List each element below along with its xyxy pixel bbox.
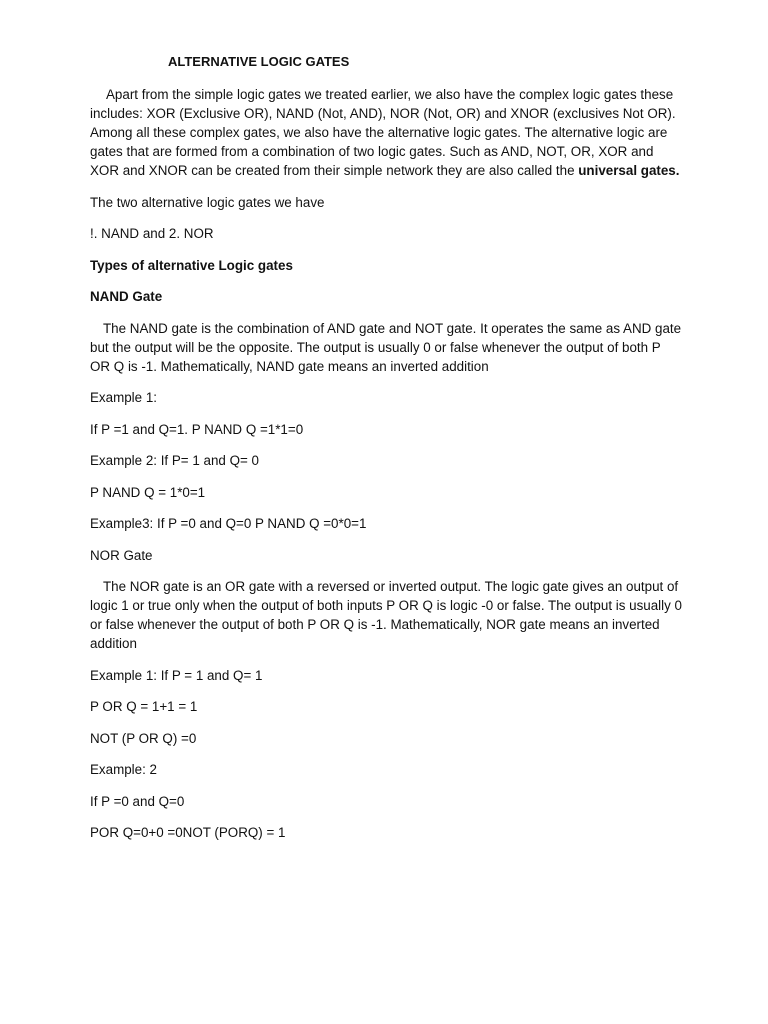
document-body <box>90 52 682 855</box>
nor-heading: NOR Gate <box>90 547 153 563</box>
nor-example2-line2: POR Q=0+0 =0NOT (PORQ) = 1 <box>90 825 286 840</box>
nand-example3-line: Example3: If P =0 and Q=0 P NAND Q =0*0=1 <box>90 516 367 531</box>
nand-example1-label: Example 1: <box>90 390 157 405</box>
intro-text: Apart from the simple logic gates we treated earlier, we also have the complex logic gates these includes: XOR (Exclusive OR), NAND (Not, AND), NOR (Not, OR) and XNOR (exclusives Not OR). Among all these complex gates, we also have the alternative logic gates. The alternative logic are gates that are formed from a combination of two logic gates. Such as AND, NOT, OR, XOR and XOR and XNOR can be created from their simple network they are also called the <box>90 87 676 178</box>
types-heading: Types of alternative Logic gates <box>90 257 293 273</box>
two-gates-line: The two alternative logic gates we have <box>90 194 325 210</box>
nand-example2-label: Example 2: If P= 1 and Q= 0 <box>90 453 259 468</box>
nor-example1-line2: NOT (P OR Q) =0 <box>90 730 197 746</box>
page-title: ALTERNATIVE LOGIC GATES <box>168 54 350 69</box>
nor-example2-line1: If P =0 and Q=0 <box>90 793 185 809</box>
nor-example1-label: Example 1: If P = 1 and Q= 1 <box>90 667 263 683</box>
nor-example1-line1: P OR Q = 1+1 = 1 <box>90 699 198 714</box>
nand-heading: NAND Gate <box>90 289 163 304</box>
intro-paragraph <box>90 85 682 180</box>
nand-example2-line: P NAND Q = 1*0=1 <box>90 484 206 500</box>
nand-paragraph: The NAND gate is the combination of AND gate and NOT gate. It operates the same as AND gate but the output will be the opposite. The output is usually 0 or false whenever the output of both P OR Q is -1. Mathematically, NAND gate means an inverted addition <box>90 320 682 374</box>
nand-example1-line: If P =1 and Q=1. P NAND Q =1*1=0 <box>90 421 304 437</box>
intro-bold-text: universal gates. <box>578 163 680 178</box>
nor-paragraph: The NOR gate is an OR gate with a reversed or inverted output. The logic gate gives an output of logic 1 or true only when the output of both inputs P OR Q is logic -0 or false. The output is usually 0 or false whenever the output of both P OR Q is -1. Mathematically, NOR gate means an inverted addition <box>90 579 682 651</box>
gate-list-line: !. NAND and 2. NOR <box>90 226 214 241</box>
nor-example2-label: Example: 2 <box>90 762 157 777</box>
